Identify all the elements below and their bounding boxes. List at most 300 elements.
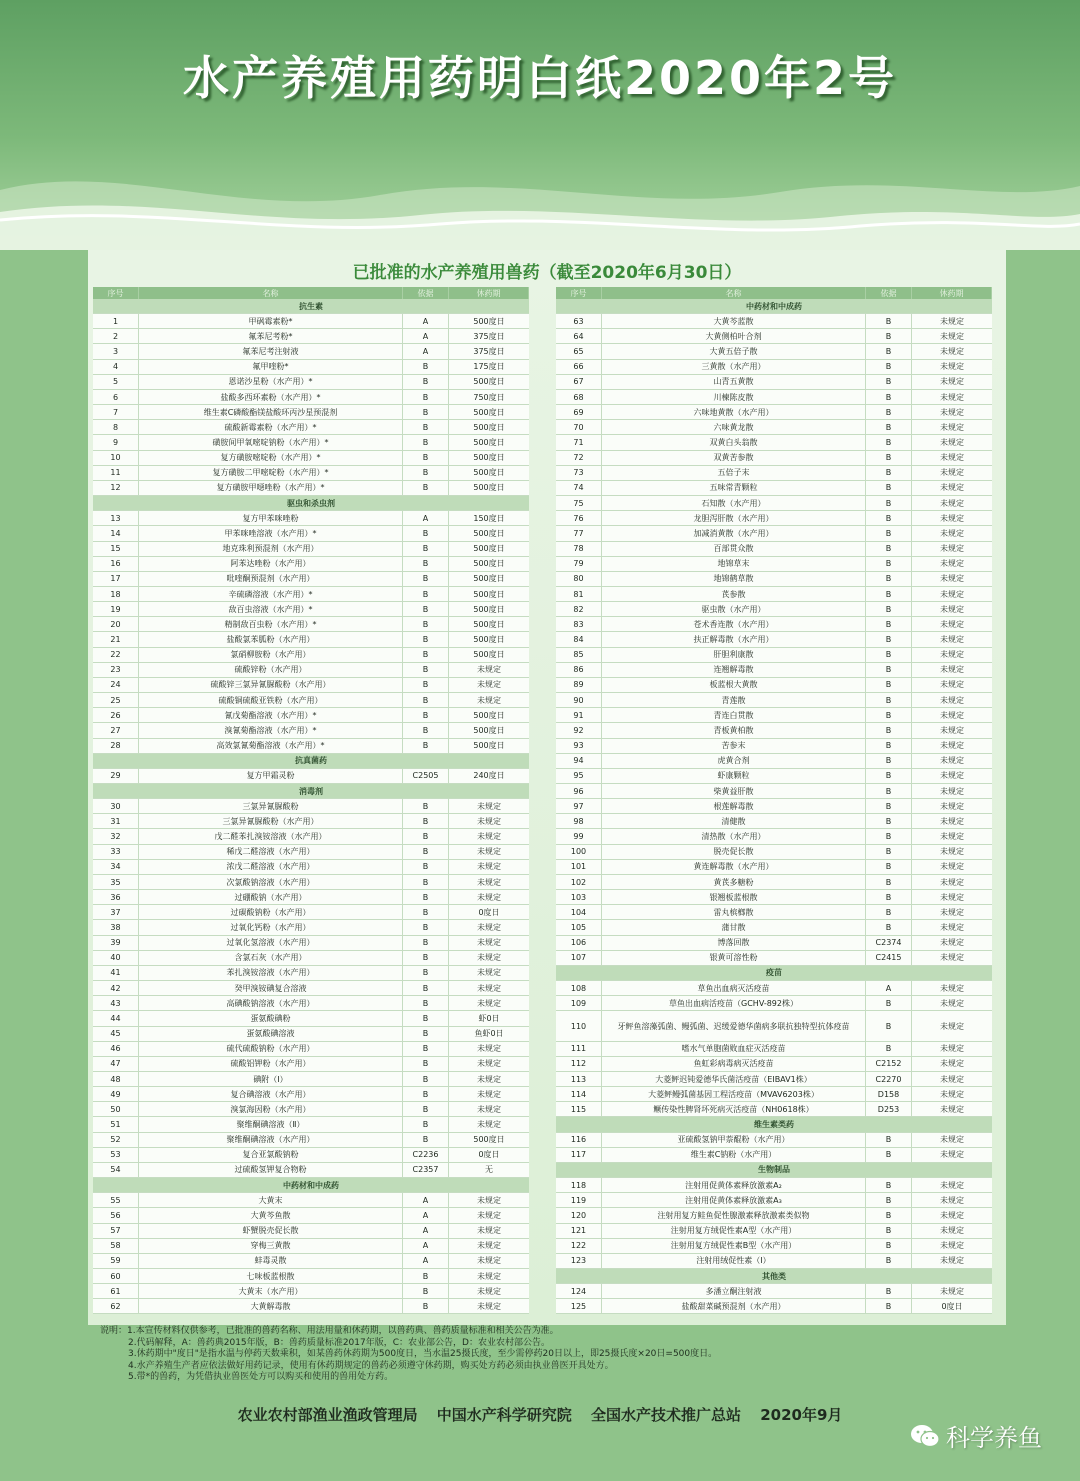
cell-no: 97 <box>556 799 602 813</box>
cell-withdrawal: 500度日 <box>473 453 505 463</box>
table-row <box>93 1284 529 1299</box>
table-row <box>93 420 529 435</box>
table-row <box>556 632 992 647</box>
cell-basis: B <box>403 829 449 843</box>
cell-no: 119 <box>556 1193 602 1207</box>
cell-basis: B <box>866 617 912 631</box>
cell-no: 76 <box>556 511 602 525</box>
cell-basis: C2505 <box>403 769 449 783</box>
cell-withdrawal: 500度日 <box>473 528 505 538</box>
cell-withdrawal: 未规定 <box>940 422 964 432</box>
cell-no: 6 <box>93 390 139 404</box>
cell-name: 扶正解毒散（水产用） <box>602 632 866 646</box>
cell-no: 72 <box>556 451 602 465</box>
cell-basis: B <box>403 1269 449 1283</box>
cell-basis: B <box>403 936 449 950</box>
cell-no: 15 <box>93 542 139 556</box>
cell-withdrawal: 500度日 <box>473 468 505 478</box>
cell-no: 116 <box>556 1133 602 1147</box>
watermark-text: 科学养鱼 <box>946 1424 1042 1452</box>
table-row <box>93 405 529 420</box>
cell-withdrawal: 500度日 <box>473 407 505 417</box>
note-line: 2.代码解释，A：兽药典2015年版，B：兽药质量标准2017年版，C：农业部公告，D：农业农村部公告。 <box>128 1337 550 1348</box>
cell-no: 22 <box>93 648 139 662</box>
cell-name: 复方磺胺嘧啶粉（水产用）* <box>139 451 403 465</box>
cell-withdrawal: 未规定 <box>477 1195 501 1205</box>
cell-withdrawal: 未规定 <box>477 695 501 705</box>
cell-no: 62 <box>93 1299 139 1313</box>
table-row <box>556 390 992 405</box>
cell-name: 硫酸锌粉（水产用） <box>139 663 403 677</box>
cell-name: 氰戊菊酯溶液（水产用）* <box>139 708 403 722</box>
table-row <box>93 511 529 526</box>
table-row <box>93 632 529 647</box>
note-line: 说明：1.本宣传材料仅供参考，已批准的兽药名称、用法用量和休药期，以兽药典、兽药质量标准和相关公告为准。 <box>100 1326 559 1336</box>
table-row <box>93 1254 529 1269</box>
cell-withdrawal: 未规定 <box>940 741 964 751</box>
table-row <box>556 466 992 481</box>
cell-no: 79 <box>556 557 602 571</box>
cell-withdrawal: 未规定 <box>940 832 964 842</box>
cell-basis: B <box>866 632 912 646</box>
table-row <box>556 344 992 359</box>
cell-no: 13 <box>93 511 139 525</box>
cell-name: 溴氯海因粉（水产用） <box>139 1102 403 1116</box>
header-withdrawal: 休药期 <box>912 287 992 299</box>
table-row <box>556 996 992 1011</box>
cell-withdrawal: 未规定 <box>477 1271 501 1281</box>
cell-name: 柴黄益肝散 <box>602 784 866 798</box>
cell-name: 注射用促黄体素释放激素A₃ <box>602 1193 866 1207</box>
table-row <box>93 329 529 344</box>
cell-withdrawal: 未规定 <box>940 1044 964 1054</box>
cell-name: 三黄散（水产用） <box>602 360 866 374</box>
cell-no: 57 <box>93 1224 139 1238</box>
table-row <box>93 1027 529 1042</box>
cell-withdrawal: 鱼虾0日 <box>474 1029 504 1039</box>
cell-basis: B <box>866 360 912 374</box>
cell-basis: B <box>866 557 912 571</box>
cell-no: 104 <box>556 905 602 919</box>
section-row: 中药材和中成药 <box>556 299 992 314</box>
cell-basis: B <box>866 754 912 768</box>
section-row: 疫苗 <box>556 966 992 981</box>
cell-basis: A <box>403 1224 449 1238</box>
cell-name: 根莲解毒散 <box>602 799 866 813</box>
cell-basis: B <box>866 663 912 677</box>
cell-basis: B <box>866 678 912 692</box>
cell-no: 112 <box>556 1057 602 1071</box>
cell-no: 41 <box>93 966 139 980</box>
cell-withdrawal: 未规定 <box>477 1210 501 1220</box>
header-withdrawal: 休药期 <box>449 287 529 299</box>
cell-withdrawal: 未规定 <box>477 998 501 1008</box>
cell-name: 脱壳促长散 <box>602 845 866 859</box>
table-row <box>93 678 529 693</box>
cell-basis: B <box>403 708 449 722</box>
cell-name: 氯硝柳胺粉（水产用） <box>139 648 403 662</box>
cell-basis: B <box>403 375 449 389</box>
cell-withdrawal: 未规定 <box>940 1195 964 1205</box>
table-row <box>93 1087 529 1102</box>
cell-no: 18 <box>93 587 139 601</box>
cell-name: 亚硫酸氢钠甲萘醌粉（水产用） <box>602 1133 866 1147</box>
table-row <box>93 360 529 375</box>
cell-withdrawal: 未规定 <box>477 953 501 963</box>
cell-name: 大黄五倍子散 <box>602 344 866 358</box>
cell-name: 地锦鹤草散 <box>602 572 866 586</box>
table-row <box>556 814 992 829</box>
cell-no: 75 <box>556 496 602 510</box>
cell-name: 芪参散 <box>602 587 866 601</box>
cell-name: 注射用绒促性素（Ⅰ） <box>602 1254 866 1268</box>
cell-withdrawal: 未规定 <box>940 1089 964 1099</box>
table-row <box>556 799 992 814</box>
cell-no: 102 <box>556 875 602 889</box>
table-row <box>556 1042 992 1057</box>
cell-withdrawal: 500度日 <box>473 619 505 629</box>
cell-basis: B <box>403 739 449 753</box>
table-row <box>93 1042 529 1057</box>
footer-organizations: 农业农村部渔业渔政管理局 中国水产科学研究院 全国水产技术推广总站 2020年9月 <box>237 1406 843 1424</box>
cell-basis: B <box>866 920 912 934</box>
cell-no: 66 <box>556 360 602 374</box>
cell-no: 48 <box>93 1072 139 1086</box>
cell-name: 盐酸氯苯胍粉（水产用） <box>139 632 403 646</box>
cell-basis: A <box>403 1239 449 1253</box>
cell-basis: B <box>866 996 912 1010</box>
table-row <box>93 951 529 966</box>
cell-basis: B <box>866 1011 912 1040</box>
table-row <box>556 875 992 890</box>
header-basis: 依据 <box>866 287 912 299</box>
table-row <box>556 693 992 708</box>
header-no: 序号 <box>93 287 139 299</box>
cell-basis: B <box>866 526 912 540</box>
cell-no: 78 <box>556 542 602 556</box>
cell-basis: B <box>403 814 449 828</box>
cell-no: 3 <box>93 344 139 358</box>
cell-no: 16 <box>93 557 139 571</box>
section-row: 其他类 <box>556 1269 992 1284</box>
table-row <box>93 905 529 920</box>
cell-name: 氟苯尼考粉* <box>139 329 403 343</box>
cell-name: 过硼酸钠（水产用） <box>139 890 403 904</box>
cell-withdrawal: 未规定 <box>477 1301 501 1311</box>
table-row <box>556 754 992 769</box>
cell-no: 109 <box>556 996 602 1010</box>
cell-basis: B <box>403 799 449 813</box>
cell-withdrawal: 未规定 <box>477 1089 501 1099</box>
cell-withdrawal: 未规定 <box>940 998 964 1008</box>
cell-name: 连翘解毒散 <box>602 663 866 677</box>
cell-withdrawal: 未规定 <box>477 1120 501 1130</box>
cell-withdrawal: 未规定 <box>477 665 501 675</box>
cell-name: 虎黄合剂 <box>602 754 866 768</box>
cell-no: 106 <box>556 936 602 950</box>
cell-name: 阿苯达唑粉（水产用） <box>139 557 403 571</box>
table-row <box>93 814 529 829</box>
cell-basis: B <box>403 390 449 404</box>
cell-basis: B <box>403 1042 449 1056</box>
table-row <box>93 314 529 329</box>
cell-withdrawal: 500度日 <box>473 377 505 387</box>
cell-no: 80 <box>556 572 602 586</box>
cell-no: 47 <box>93 1057 139 1071</box>
cell-no: 68 <box>556 390 602 404</box>
cell-name: 黄连解毒散（水产用） <box>602 860 866 874</box>
table-row <box>556 481 992 496</box>
cell-no: 89 <box>556 678 602 692</box>
table-row <box>93 739 529 754</box>
cell-withdrawal: 500度日 <box>473 422 505 432</box>
cell-no: 82 <box>556 602 602 616</box>
cell-withdrawal: 未规定 <box>477 1074 501 1084</box>
cell-basis: B <box>403 1284 449 1298</box>
cell-basis: B <box>866 329 912 343</box>
cell-basis: B <box>866 1133 912 1147</box>
cell-basis: A <box>866 981 912 995</box>
cell-withdrawal: 未规定 <box>940 1074 964 1084</box>
cell-no: 21 <box>93 632 139 646</box>
table-row <box>93 1133 529 1148</box>
cell-withdrawal: 500度日 <box>473 483 505 493</box>
table-row <box>93 693 529 708</box>
cell-name: 虾康颗粒 <box>602 769 866 783</box>
cell-withdrawal: 未规定 <box>940 377 964 387</box>
cell-withdrawal: 未规定 <box>940 407 964 417</box>
cell-basis: B <box>866 375 912 389</box>
table-row <box>556 587 992 602</box>
cell-withdrawal: 未规定 <box>940 559 964 569</box>
table-row <box>556 845 992 860</box>
table-row <box>93 996 529 1011</box>
cell-basis: B <box>403 723 449 737</box>
table-row <box>556 314 992 329</box>
table-row <box>93 1299 529 1314</box>
cell-name: 六味黄龙散 <box>602 420 866 434</box>
cell-no: 52 <box>93 1133 139 1147</box>
cell-name: 硫酸铝钾粉（水产用） <box>139 1057 403 1071</box>
cell-withdrawal: 375度日 <box>473 331 505 341</box>
cell-no: 46 <box>93 1042 139 1056</box>
cell-no: 111 <box>556 1042 602 1056</box>
cell-basis: B <box>866 890 912 904</box>
cell-basis: B <box>403 845 449 859</box>
cell-withdrawal: 未规定 <box>940 544 964 554</box>
cell-withdrawal: 未规定 <box>477 847 501 857</box>
cell-withdrawal: 未规定 <box>940 801 964 811</box>
cell-basis: B <box>403 1057 449 1071</box>
table-row <box>556 829 992 844</box>
table-row <box>556 663 992 678</box>
cell-no: 37 <box>93 905 139 919</box>
cell-no: 7 <box>93 405 139 419</box>
cell-basis: B <box>866 481 912 495</box>
cell-name: 次氯酸钠溶液（水产用） <box>139 875 403 889</box>
cell-withdrawal: 未规定 <box>940 1104 964 1114</box>
cell-withdrawal: 未规定 <box>477 1241 501 1251</box>
cell-basis: B <box>866 1239 912 1253</box>
table-row <box>556 1133 992 1148</box>
cell-no: 27 <box>93 723 139 737</box>
cell-no: 38 <box>93 920 139 934</box>
cell-name: 双黄苦参散 <box>602 451 866 465</box>
cell-basis: B <box>866 602 912 616</box>
cell-basis: B <box>403 1133 449 1147</box>
table-row <box>556 1087 992 1102</box>
table-row <box>93 1269 529 1284</box>
page-title: 水产养殖用药明白纸2020年2号 <box>182 51 898 105</box>
cell-name: 穿梅三黄散 <box>139 1239 403 1253</box>
cell-withdrawal: 未规定 <box>940 938 964 948</box>
cell-basis: B <box>403 526 449 540</box>
cell-name: 注射用复方鲑鱼促性腺激素释放激素类似物 <box>602 1208 866 1222</box>
cell-no: 70 <box>556 420 602 434</box>
cell-name: 敌百虫溶液（水产用）* <box>139 602 403 616</box>
cell-withdrawal: 0度日 <box>941 1301 963 1311</box>
cell-no: 59 <box>93 1254 139 1268</box>
cell-basis: B <box>866 845 912 859</box>
cell-no: 90 <box>556 693 602 707</box>
table-row <box>93 860 529 875</box>
cell-withdrawal: 未规定 <box>940 877 964 887</box>
cell-basis: B <box>866 420 912 434</box>
cell-name: 氟苯尼考注射液 <box>139 344 403 358</box>
table-row <box>93 557 529 572</box>
cell-name: 磺胺间甲氧嘧啶钠粉（水产用）* <box>139 435 403 449</box>
table-row <box>93 663 529 678</box>
cell-name: 驱虫散（水产用） <box>602 602 866 616</box>
cell-withdrawal: 未规定 <box>940 1286 964 1296</box>
cell-no: 84 <box>556 632 602 646</box>
section-row: 驱虫和杀虫剂 <box>93 496 529 511</box>
cell-withdrawal: 500度日 <box>473 559 505 569</box>
cell-name: 清健散 <box>602 814 866 828</box>
cell-no: 101 <box>556 860 602 874</box>
cell-name: 过氧化钙粉（水产用） <box>139 920 403 934</box>
cell-name: 碘附（Ⅰ） <box>139 1072 403 1086</box>
cell-basis: D158 <box>866 1087 912 1101</box>
cell-name: 肝胆利康散 <box>602 648 866 662</box>
table-row <box>556 1148 992 1163</box>
table-row <box>93 542 529 557</box>
cell-withdrawal: 未规定 <box>477 983 501 993</box>
table-row <box>93 1102 529 1117</box>
table-row <box>556 451 992 466</box>
cell-withdrawal: 未规定 <box>477 832 501 842</box>
cell-basis: B <box>866 693 912 707</box>
cell-basis: A <box>403 1193 449 1207</box>
table-row <box>93 1072 529 1087</box>
cell-name: 黄芪多糖粉 <box>602 875 866 889</box>
cell-withdrawal: 虾0日 <box>478 1013 500 1023</box>
cell-name: 溴氰菊酯溶液（水产用）* <box>139 723 403 737</box>
cell-no: 11 <box>93 466 139 480</box>
section-row: 抗真菌药 <box>93 754 529 769</box>
cell-name: 苍术香连散（水产用） <box>602 617 866 631</box>
cell-withdrawal: 未规定 <box>940 922 964 932</box>
cell-name: 银黄可溶性粉 <box>602 951 866 965</box>
cell-name: 聚维酮碘溶液（Ⅱ） <box>139 1117 403 1131</box>
cell-name: 硫酸锌三氯异氰脲酸粉（水产用） <box>139 678 403 692</box>
cell-no: 30 <box>93 799 139 813</box>
cell-withdrawal: 未规定 <box>940 453 964 463</box>
cell-no: 117 <box>556 1148 602 1162</box>
cell-no: 51 <box>93 1117 139 1131</box>
table-row <box>93 1193 529 1208</box>
cell-withdrawal: 未规定 <box>940 1021 964 1031</box>
header-banner <box>0 0 1080 250</box>
cell-withdrawal: 未规定 <box>940 650 964 660</box>
cell-withdrawal: 未规定 <box>940 331 964 341</box>
table-row <box>556 1102 992 1117</box>
cell-withdrawal: 未规定 <box>477 1104 501 1114</box>
cell-name: 过硫酸氢钾复合物粉 <box>139 1163 403 1177</box>
cell-name: 大黄解毒散 <box>139 1299 403 1313</box>
cell-no: 107 <box>556 951 602 965</box>
cell-name: 五味常青颗粒 <box>602 481 866 495</box>
cell-name: 复方甲苯咪唑粉 <box>139 511 403 525</box>
cell-no: 35 <box>93 875 139 889</box>
cell-no: 95 <box>556 769 602 783</box>
cell-withdrawal: 未规定 <box>940 847 964 857</box>
cell-withdrawal: 未规定 <box>940 316 964 326</box>
table-row <box>556 860 992 875</box>
table-row <box>93 375 529 390</box>
table-row <box>556 1193 992 1208</box>
cell-basis: B <box>403 451 449 465</box>
cell-no: 8 <box>93 420 139 434</box>
table-header-row <box>556 287 992 299</box>
table-row <box>556 936 992 951</box>
cell-no: 53 <box>93 1148 139 1162</box>
cell-withdrawal: 未规定 <box>940 816 964 826</box>
table-row <box>556 1057 992 1072</box>
cell-no: 105 <box>556 920 602 934</box>
cell-basis: B <box>866 1042 912 1056</box>
cell-name: 鳜传染性脾肾坏死病灭活疫苗（NH0618株） <box>602 1102 866 1116</box>
cell-no: 114 <box>556 1087 602 1101</box>
table-row <box>556 920 992 935</box>
table-row <box>556 1178 992 1193</box>
cell-no: 9 <box>93 435 139 449</box>
cell-withdrawal: 未规定 <box>940 680 964 690</box>
cell-basis: B <box>403 678 449 692</box>
cell-name: 板蓝根大黄散 <box>602 678 866 692</box>
cell-withdrawal: 500度日 <box>473 710 505 720</box>
cell-withdrawal: 未规定 <box>940 1226 964 1236</box>
note-line: 3.休药期中"度日"是指水温与停药天数乘积，如某兽药休药期为500度日，当水温25摄氏度，至少需停药20日以上，即25摄氏度×20日=500度日。 <box>128 1349 718 1359</box>
cell-no: 108 <box>556 981 602 995</box>
cell-name: 博落回散 <box>602 936 866 950</box>
cell-withdrawal: 500度日 <box>473 604 505 614</box>
cell-withdrawal: 375度日 <box>473 347 505 357</box>
cell-withdrawal: 未规定 <box>940 619 964 629</box>
cell-basis: B <box>403 405 449 419</box>
table-row <box>556 1072 992 1087</box>
cell-name: 复方甲霜灵粉 <box>139 769 403 783</box>
cell-basis: B <box>866 587 912 601</box>
cell-name: 硫酸新霉素粉（水产用）* <box>139 420 403 434</box>
cell-withdrawal: 未规定 <box>940 1059 964 1069</box>
table-row <box>93 875 529 890</box>
table-row <box>93 708 529 723</box>
table-row <box>556 511 992 526</box>
cell-no: 67 <box>556 375 602 389</box>
table-row <box>93 966 529 981</box>
cell-no: 58 <box>93 1239 139 1253</box>
